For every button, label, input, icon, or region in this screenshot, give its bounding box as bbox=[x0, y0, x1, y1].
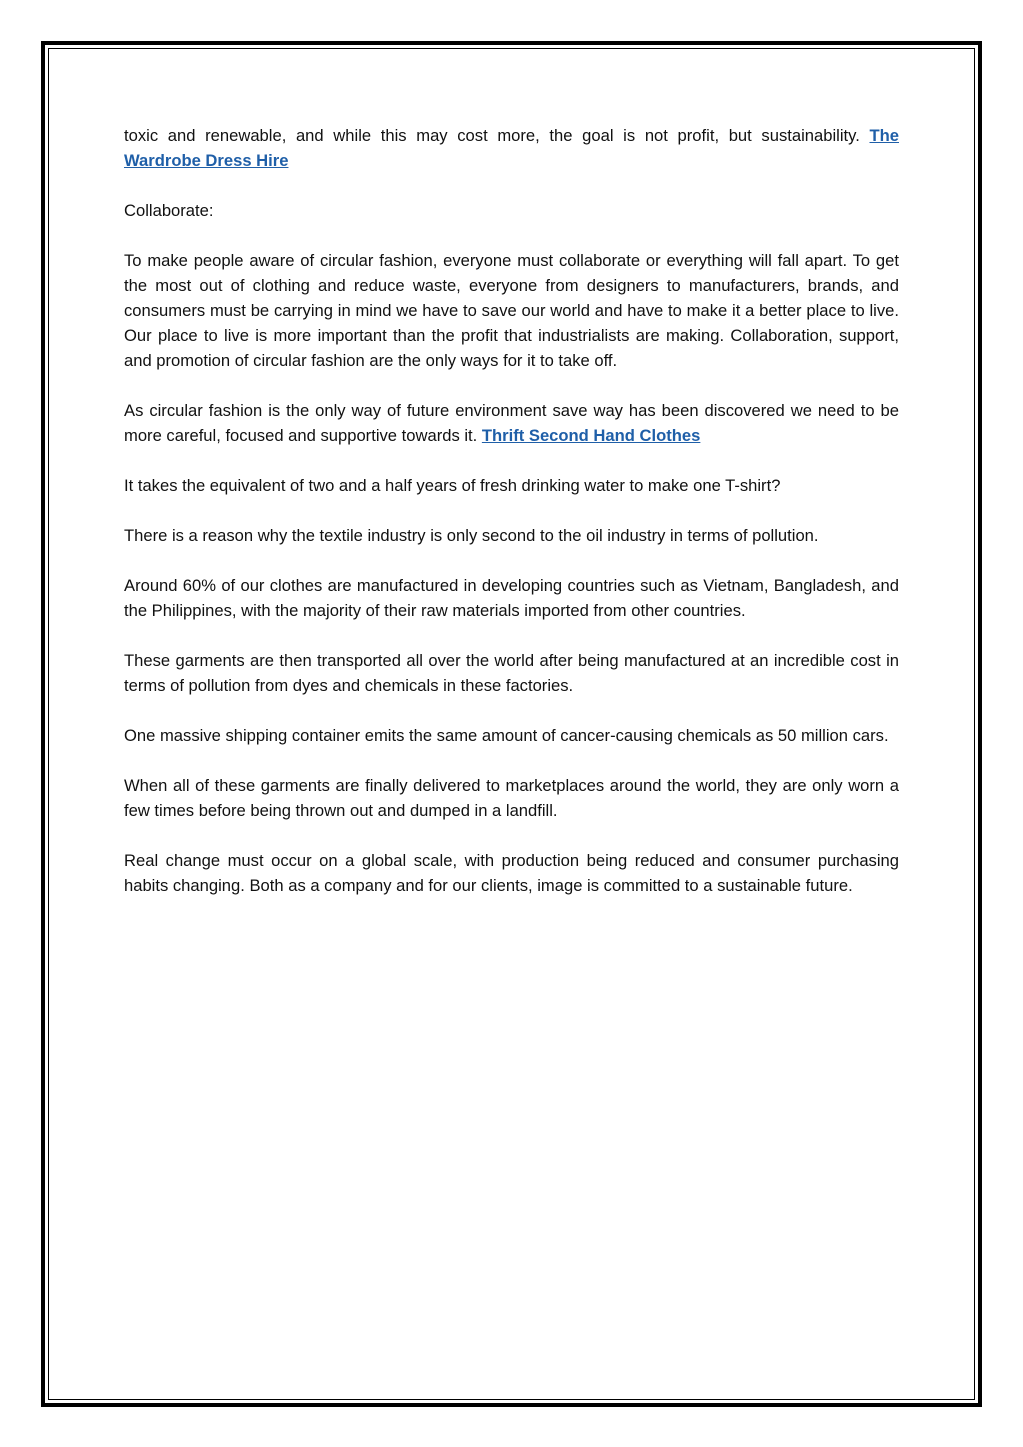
paragraph-textile-pollution bbox=[124, 523, 899, 548]
paragraph-text: Around 60% of our clothes are manufactured in developing countries such as Vietnam, Bangladesh, and the Philippines, with the majority of their raw materials imported from other countries. bbox=[124, 576, 899, 620]
paragraph-text: toxic and renewable, and while this may cost more, the goal is not profit, but sustainability. bbox=[124, 126, 870, 145]
paragraph-text: As circular fashion is the only way of future environment save way has been discovered we need to be more careful, focused and supportive towards it. bbox=[124, 401, 899, 445]
paragraph-text: These garments are then transported all over the world after being manufactured at an incredible cost in terms of pollution from dyes and chemicals in these factories. bbox=[124, 651, 899, 695]
paragraph-real-change bbox=[124, 848, 899, 898]
paragraph-text: When all of these garments are finally delivered to marketplaces around the world, they are only worn a few times before being thrown out and dumped in a landfill. bbox=[124, 776, 899, 820]
paragraph-text: It takes the equivalent of two and a half years of fresh drinking water to make one T-shirt? bbox=[124, 476, 781, 495]
link-thrift-second-hand-clothes[interactable]: Thrift Second Hand Clothes bbox=[481, 426, 701, 445]
paragraph-text: There is a reason why the textile industry is only second to the oil industry in terms of pollution. bbox=[124, 526, 819, 545]
paragraph-intro bbox=[124, 123, 899, 173]
document-body bbox=[124, 123, 899, 923]
paragraph-text: One massive shipping container emits the same amount of cancer-causing chemicals as 50 million cars. bbox=[124, 726, 889, 745]
paragraph-shipping bbox=[124, 723, 899, 748]
paragraph-landfill bbox=[124, 773, 899, 823]
section-heading-collaborate bbox=[124, 198, 899, 223]
paragraph-text: Real change must occur on a global scale, with production being reduced and consumer purchasing habits changing. Both as a company and for our clients, image is committed to a sustainable future. bbox=[124, 851, 899, 895]
paragraph-text: Collaborate: bbox=[124, 201, 214, 220]
paragraph-manufacturing bbox=[124, 573, 899, 623]
paragraph-transport bbox=[124, 648, 899, 698]
link-the-wardrobe-dress-hire[interactable]: The Wardrobe Dress Hire bbox=[124, 126, 899, 170]
paragraph-water bbox=[124, 473, 899, 498]
paragraph-circular-fashion bbox=[124, 398, 899, 448]
paragraph-text: To make people aware of circular fashion, everyone must collaborate or everything will fall apart. To get the most out of clothing and reduce waste, everyone from designers to manufacturers, brands, and consumers must be carrying in mind we have to save our world and have to make it a better place to live. Our place to live is more important than the profit that industrialists are making. Collaboration, support, and promotion of circular fashion are the only ways for it to take off. bbox=[124, 251, 899, 370]
paragraph-collaborate bbox=[124, 248, 899, 373]
